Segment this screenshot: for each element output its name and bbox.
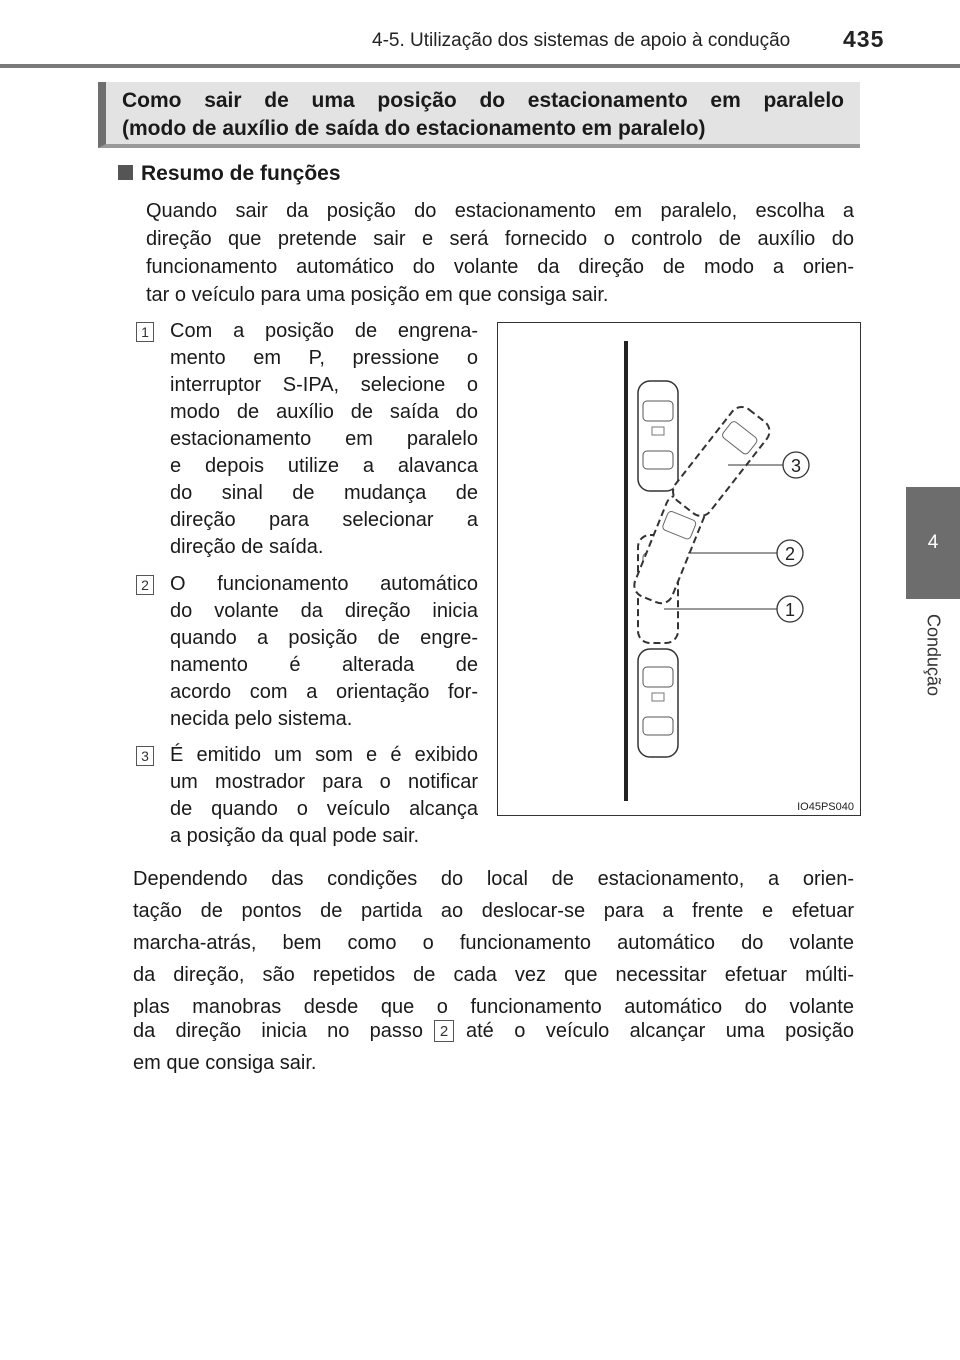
intro-line: direção que pretende sair e será fornecido o controlo de auxílio do — [146, 228, 854, 250]
callout-3 — [783, 452, 809, 478]
step-1-line: e depois utilize a alavanca — [170, 455, 478, 477]
subsection-title: Resumo de funções — [141, 162, 341, 185]
header-rule — [0, 64, 960, 68]
intro-line: tar o veículo para uma posição em que consiga sair. — [146, 284, 609, 306]
outro-line: tação de pontos de partida ao deslocar-se para a frente e efetuar — [133, 900, 854, 922]
step-1-line: direção para selecionar a — [170, 509, 478, 531]
step-1-line: do sinal de mudança de — [170, 482, 478, 504]
square-bullet-icon — [118, 165, 133, 180]
callout-1 — [777, 596, 803, 622]
svg-text:3: 3 — [790, 456, 802, 476]
step-3-line: É emitido um som e é exibido — [170, 744, 478, 766]
step-1-line: direção de saída. — [170, 536, 324, 558]
step-2-line: acordo com a orientação for- — [170, 681, 478, 703]
step-1-marker — [136, 322, 154, 342]
parked-car-rear — [638, 649, 678, 757]
subsection-heading — [118, 162, 341, 186]
outro-line: Dependendo das condições do local de estacionamento, a orien- — [133, 868, 854, 890]
step-2-marker — [136, 575, 154, 595]
section-title-line-2: (modo de auxílio de saída do estacionamento em paralelo) — [122, 117, 706, 140]
step-3-line: de quando o veículo alcança — [170, 798, 478, 820]
outro-line: plas manobras desde que o funcionamento automático do volante — [133, 996, 854, 1018]
vehicle-position-3 — [668, 402, 774, 520]
inline-step-2-marker — [434, 1020, 454, 1042]
intro-line: Quando sair da posição do estacionamento em paralelo, escolha a — [146, 200, 854, 222]
svg-text:1: 1 — [784, 600, 796, 620]
step-3-line: um mostrador para o notificar — [170, 771, 478, 793]
figure-code: IO45PS040 — [797, 801, 854, 813]
intro-line: funcionamento automático do volante da direção de modo a orien- — [146, 256, 854, 278]
svg-text:3: 3 — [141, 748, 149, 764]
step-1-line: estacionamento em paralelo — [170, 428, 478, 450]
step-2-line: do volante da direção inicia — [170, 600, 478, 622]
svg-text:2: 2 — [141, 577, 149, 593]
svg-text:2: 2 — [784, 544, 796, 564]
section-title-box — [98, 82, 860, 148]
callout-2 — [777, 540, 803, 566]
step-1-line: Com a posição de engrena- — [170, 320, 478, 342]
step-3-line: a posição da qual pode sair. — [170, 825, 420, 847]
step-3-marker — [136, 746, 154, 766]
chapter-label: Condução — [923, 613, 944, 697]
outro-line-7: em que consiga sair. — [133, 1052, 317, 1074]
outro-line-6-start: da direção inicia no passo — [133, 1020, 423, 1042]
svg-text:2: 2 — [439, 1023, 449, 1040]
running-header: 4-5. Utilização dos sistemas de apoio à condução — [372, 30, 791, 51]
step-1-line: interruptor S-IPA, selecione o — [170, 374, 478, 396]
step-2-line: namento é alterada de — [170, 654, 478, 676]
svg-text:1: 1 — [141, 324, 149, 340]
step-2-line: O funcionamento automático — [170, 573, 478, 595]
chapter-tab: 4 — [906, 487, 960, 599]
parked-car-front — [638, 381, 678, 491]
outro-line: da direção, são repetidos de cada vez que necessitar efetuar múlti- — [133, 964, 854, 986]
page-number: 435 — [843, 26, 885, 52]
section-title-line-1: Como sair de uma posição do estacionamento em paralelo — [122, 89, 844, 112]
step-2-line: quando a posição de engre- — [170, 627, 478, 649]
step-2-line: necida pelo sistema. — [170, 708, 353, 730]
outro-line: marcha-atrás, bem como o funcionamento automático do volante — [133, 932, 854, 954]
step-1-line: modo de auxílio de saída do — [170, 401, 478, 423]
outro-line-6-end: até o veículo alcançar uma posição — [466, 1020, 854, 1042]
parking-exit-illustration — [497, 322, 861, 816]
parking-diagram — [498, 323, 860, 815]
step-1-line: mento em P, pressione o — [170, 347, 478, 369]
